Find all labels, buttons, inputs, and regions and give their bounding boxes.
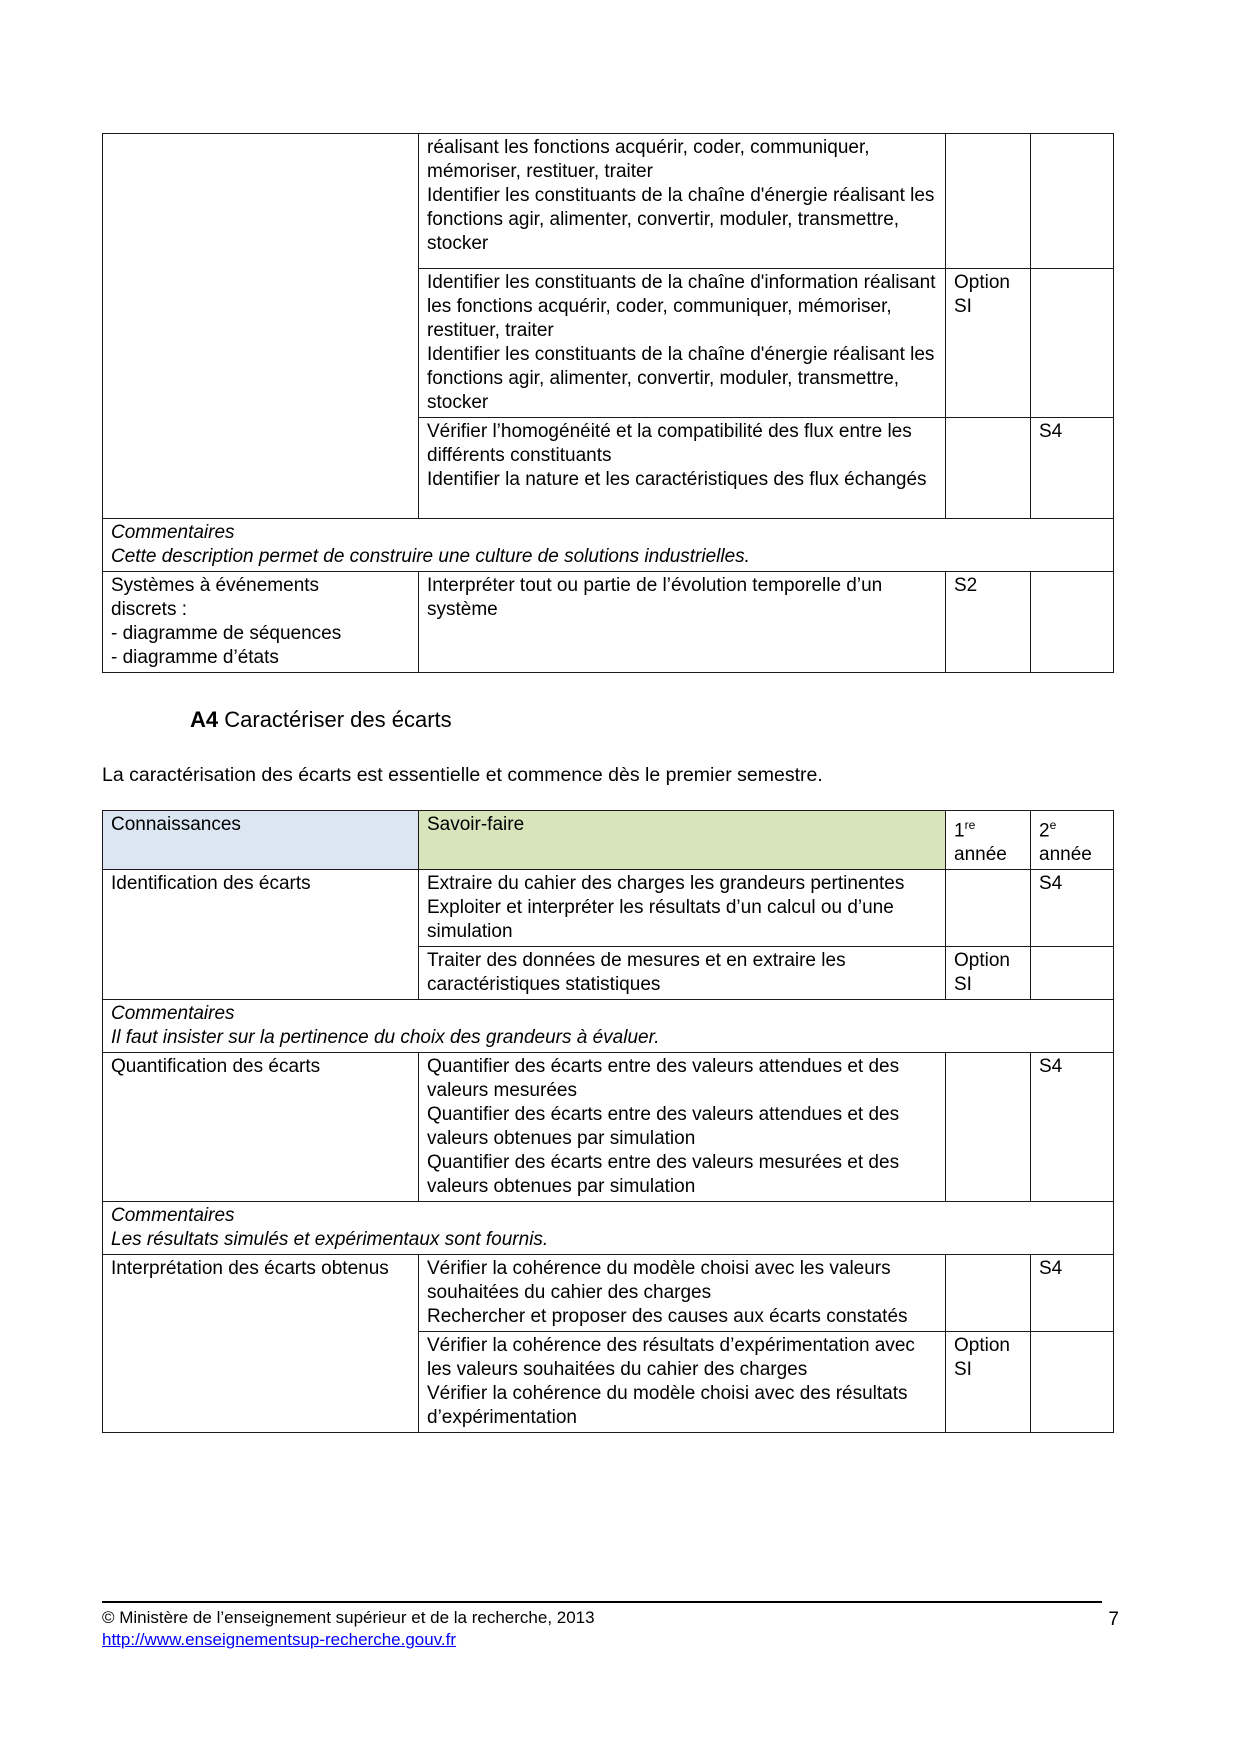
section-heading xyxy=(190,707,1113,733)
commentaires-row xyxy=(103,1000,1114,1053)
connaissances-cell: Identification des écarts xyxy=(103,870,419,1000)
annee2-cell xyxy=(1031,134,1114,269)
commentaires-label: Commentaires xyxy=(111,1205,235,1227)
connaissances-cell xyxy=(103,572,419,673)
savoir-item: Vérifier la cohérence du modèle choisi avec les valeurs souhaitées du cahier des charges xyxy=(427,1258,891,1304)
footer-divider xyxy=(102,1601,1102,1603)
page-number: 7 xyxy=(1108,1609,1119,1630)
commentaires-cell xyxy=(103,519,1114,572)
header-annee1-word: année xyxy=(954,844,1007,866)
commentaires-label: Commentaires xyxy=(111,1003,235,1025)
commentaires-text: Les résultats simulés et expérimentaux sont fournis. xyxy=(111,1229,549,1251)
savoir-faire-cell xyxy=(419,870,946,947)
annee1-cell: Option SI xyxy=(946,269,1031,418)
savoir-item: Rechercher et proposer des causes aux écarts constatés xyxy=(427,1306,908,1328)
annee2-cell xyxy=(1031,572,1114,673)
savoir-item: Identifier les constituants de la chaîne d'énergie réalisant les fonctions agir, alimenter, convertir, moduler, transmettre, stocker xyxy=(427,185,935,254)
savoir-item: Vérifier l’homogénéité et la compatibilité des flux entre les différents constituants xyxy=(427,421,912,466)
commentaires-cell xyxy=(103,1202,1114,1255)
savoir-item: Identifier les constituants de la chaîne d'énergie réalisant les fonctions agir, alimenter, convertir, moduler, transmettre, stocker xyxy=(427,344,935,413)
savoir-faire-cell xyxy=(419,418,946,519)
header-annee1 xyxy=(946,811,1031,870)
savoir-item: Exploiter et interpréter les résultats d’un calcul ou d’une simulation xyxy=(427,897,894,943)
table-row xyxy=(103,1255,1114,1332)
commentaires-text: Cette description permet de construire une culture de solutions industrielles. xyxy=(111,546,750,567)
annee2-cell: S4 xyxy=(1031,418,1114,519)
savoir-faire-cell xyxy=(419,1332,946,1433)
copyright-text: © Ministère de l’enseignement supérieur et de la recherche, 2013 xyxy=(102,1608,595,1627)
savoir-item: Vérifier la cohérence du modèle choisi avec des résultats d’expérimentation xyxy=(427,1383,908,1429)
section-title: Caractériser des écarts xyxy=(224,707,452,732)
connaissances-line: Systèmes à événements xyxy=(111,575,320,596)
page-content xyxy=(102,0,1113,1433)
table-row xyxy=(103,134,1114,269)
connaissances-line: discrets : xyxy=(111,599,188,620)
annee1-cell xyxy=(946,134,1031,269)
savoir-faire-cell xyxy=(419,1255,946,1332)
annee2-cell xyxy=(1031,1332,1114,1433)
savoir-item: Quantifier des écarts entre des valeurs attendues et des valeurs obtenues par simulation xyxy=(427,1104,900,1150)
table-row xyxy=(103,870,1114,947)
savoir-faire-cell xyxy=(419,572,946,673)
connaissances-line: - diagramme de séquences xyxy=(111,623,342,644)
header-savoir-faire: Savoir-faire xyxy=(419,811,946,870)
header-annee2-top: 2e xyxy=(1039,818,1057,842)
commentaires-text: Il faut insister sur la pertinence du choix des grandeurs à évaluer. xyxy=(111,1027,660,1049)
competences-table xyxy=(102,810,1114,1433)
annee2-cell: S4 xyxy=(1031,870,1114,947)
header-annee2-word: année xyxy=(1039,844,1092,866)
annee1-cell xyxy=(946,1053,1031,1202)
annee1-cell: Option SI xyxy=(946,947,1031,1000)
intro-paragraph: La caractérisation des écarts est essentielle et commence dès le premier semestre. xyxy=(102,764,823,786)
savoir-faire-cell xyxy=(419,947,946,1000)
annee1-cell xyxy=(946,418,1031,519)
header-connaissances: Connaissances xyxy=(103,811,419,870)
continuation-table xyxy=(102,133,1114,673)
connaissances-cell-empty xyxy=(103,134,419,519)
savoir-item: Quantifier des écarts entre des valeurs attendues et des valeurs mesurées xyxy=(427,1056,900,1102)
footer xyxy=(102,1601,1119,1651)
annee2-cell: S4 xyxy=(1031,1255,1114,1332)
annee1-cell xyxy=(946,870,1031,947)
annee1-cell: S2 xyxy=(946,572,1031,673)
table-row xyxy=(103,1053,1114,1202)
header-row xyxy=(103,811,1114,870)
section-code: A4 xyxy=(190,707,219,732)
header-annee1-top: 1re xyxy=(954,818,976,842)
commentaires-cell xyxy=(103,1000,1114,1053)
savoir-faire-cell xyxy=(419,134,946,269)
savoir-item: Traiter des données de mesures et en extraire les caractéristiques statistiques xyxy=(427,950,846,996)
connaissances-line: - diagramme d’états xyxy=(111,647,279,668)
savoir-item: Vérifier la cohérence des résultats d’expérimentation avec les valeurs souhaitées du cahier des charges xyxy=(427,1335,915,1381)
annee1-cell: Option SI xyxy=(946,1332,1031,1433)
savoir-item: réalisant les fonctions acquérir, coder, communiquer, mémoriser, restituer, traiter xyxy=(427,137,870,182)
connaissances-cell: Interprétation des écarts obtenus xyxy=(103,1255,419,1433)
table-row xyxy=(103,572,1114,673)
commentaires-row xyxy=(103,1202,1114,1255)
connaissances-cell: Quantification des écarts xyxy=(103,1053,419,1202)
savoir-item: Interpréter tout ou partie de l’évolution temporelle d’un système xyxy=(427,575,883,620)
savoir-faire-cell xyxy=(419,1053,946,1202)
commentaires-row xyxy=(103,519,1114,572)
savoir-item: Identifier les constituants de la chaîne d'information réalisant les fonctions acquérir, coder, communiquer, mémoriser, restituer, traiter xyxy=(427,272,936,341)
header-annee2 xyxy=(1031,811,1114,870)
savoir-item: Quantifier des écarts entre des valeurs mesurées et des valeurs obtenues par simulation xyxy=(427,1152,900,1198)
annee2-cell: S4 xyxy=(1031,1053,1114,1202)
commentaires-label: Commentaires xyxy=(111,522,235,543)
annee1-cell xyxy=(946,1255,1031,1332)
ministry-link[interactable]: http://www.enseignementsup-recherche.gouv.fr xyxy=(102,1630,457,1649)
savoir-faire-cell xyxy=(419,269,946,418)
annee2-cell xyxy=(1031,269,1114,418)
annee2-cell xyxy=(1031,947,1114,1000)
savoir-item: Extraire du cahier des charges les grandeurs pertinentes xyxy=(427,873,905,895)
savoir-item: Identifier la nature et les caractéristiques des flux échangés xyxy=(427,469,927,490)
